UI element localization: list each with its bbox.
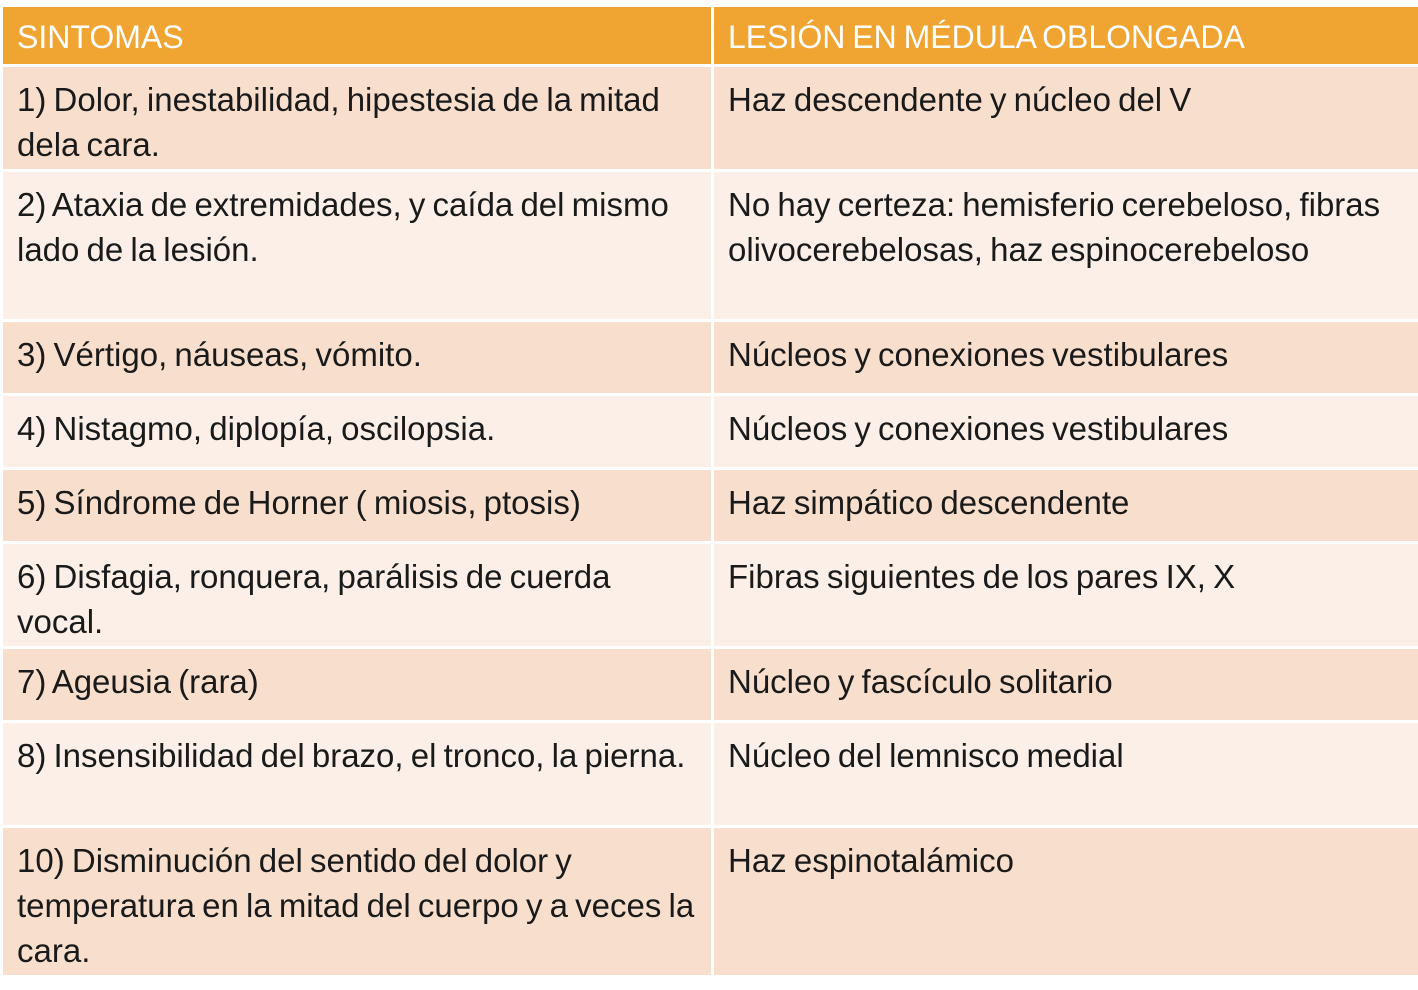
lesion-cell: Núcleo y fascículo solitario xyxy=(713,648,1418,722)
table-row xyxy=(2,827,1418,977)
lesion-cell: Núcleos y conexiones vestibulares xyxy=(713,395,1418,469)
table-row xyxy=(2,469,1418,543)
symptom-cell: 7) Ageusia (rara) xyxy=(2,648,713,722)
lesion-cell: Haz simpático descendente xyxy=(713,469,1418,543)
lesion-cell: No hay certeza: hemisferio cerebeloso, fibras olivocerebelosas, haz espinocerebeloso xyxy=(713,171,1418,321)
symptom-lesion-table xyxy=(0,4,1418,978)
lesion-cell: Fibras siguientes de los pares IX, X xyxy=(713,543,1418,648)
header-row xyxy=(2,6,1418,66)
table-row xyxy=(2,66,1418,171)
lesion-cell: Núcleos y conexiones vestibulares xyxy=(713,321,1418,395)
symptom-cell: 5) Síndrome de Horner ( miosis, ptosis) xyxy=(2,469,713,543)
lesion-cell: Núcleo del lemnisco medial xyxy=(713,722,1418,827)
table-row xyxy=(2,171,1418,321)
symptom-cell: 10) Disminución del sentido del dolor y temperatura en la mitad del cuerpo y a veces la cara. xyxy=(2,827,713,977)
symptom-cell: 8) Insensibilidad del brazo, el tronco, la pierna. xyxy=(2,722,713,827)
lesion-cell: Haz espinotalámico xyxy=(713,827,1418,977)
table-row xyxy=(2,722,1418,827)
table-row xyxy=(2,321,1418,395)
header-lesion: LESIÓN EN MÉDULA OBLONGADA xyxy=(713,6,1418,66)
symptom-cell: 1) Dolor, inestabilidad, hipestesia de la mitad dela cara. xyxy=(2,66,713,171)
table-row xyxy=(2,543,1418,648)
header-symptoms: SINTOMAS xyxy=(2,6,713,66)
symptom-cell: 2) Ataxia de extremidades, y caída del mismo lado de la lesión. xyxy=(2,171,713,321)
symptom-cell: 4) Nistagmo, diplopía, oscilopsia. xyxy=(2,395,713,469)
symptom-cell: 3) Vértigo, náuseas, vómito. xyxy=(2,321,713,395)
table-row xyxy=(2,648,1418,722)
table-row xyxy=(2,395,1418,469)
symptom-cell: 6) Disfagia, ronquera, parálisis de cuerda vocal. xyxy=(2,543,713,648)
lesion-cell: Haz descendente y núcleo del V xyxy=(713,66,1418,171)
